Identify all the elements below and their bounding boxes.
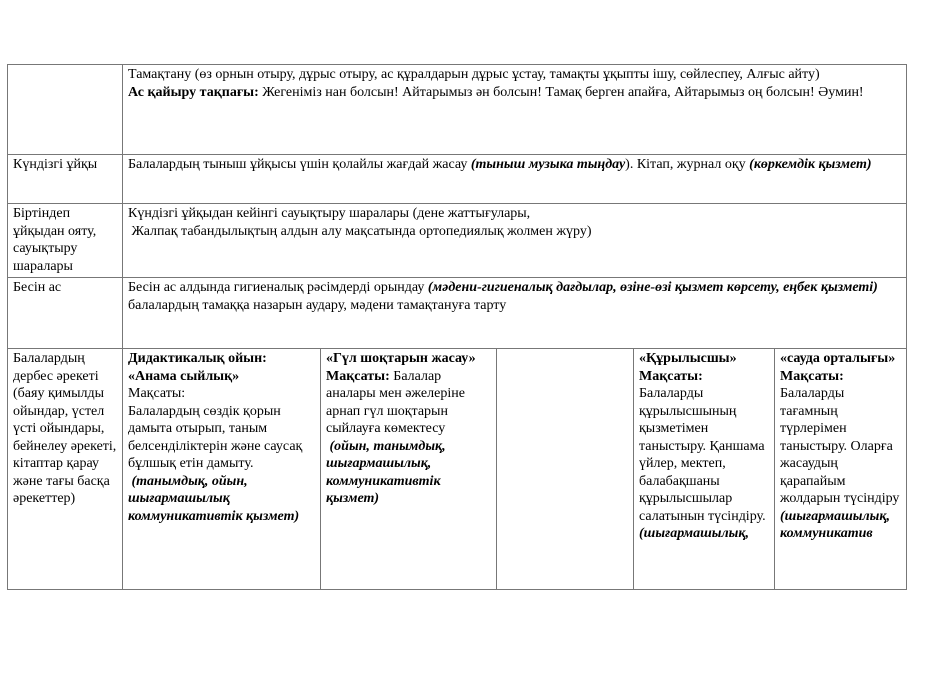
nap-row-content (123, 155, 907, 204)
meal-row (8, 65, 907, 155)
snack-row (8, 278, 907, 349)
activity-cell-3 (497, 349, 634, 590)
nap-text-book: ). Кітап, журнал оқу (625, 157, 750, 172)
nap-text: Балалардың тыныш ұйқысы үшін қолайлы жағдай жасау (128, 157, 471, 172)
activity-2-goal-label: Мақсаты: (326, 368, 390, 384)
meal-instructions: Тамақтану (өз орнын отыру, дұрыс отыру, ас құралдарын дұрыс ұстау, тамақты ұқыпты ішу, сөйлеспеу, Алғыс айту) (128, 67, 820, 82)
activity-1-type: (танымдық, ойын, шығармашылық коммуникативтік қызмет) (128, 473, 300, 524)
snack-activity: (мәдени-гигиеналық дағдылар, өзіне-өзі қызмет көрсету, еңбек қызметі) (427, 280, 878, 295)
activity-1-title: Дидактикалық ойын: «Анама сыйлық» (128, 351, 267, 384)
activity-2-goal-text: Балалар аналары мен әжелеріне арнап гүл шоқтарын сыйлауға көмектесу (326, 368, 465, 436)
meal-row-label (8, 65, 123, 155)
independent-row-label: Балалардың дербес әрекеті (баяу қимылды ойындар, үстел үсті ойындары, бейнелеу әрекеті, кітаптар қарау және тағы басқа әрекеттер) (8, 349, 123, 590)
wakeup-row-content (123, 204, 907, 278)
activity-cell-4 (634, 349, 775, 590)
snack-line-2: балалардың тамаққа назарын аудару, мәдени тамақтануға тарту (128, 297, 507, 313)
activity-1-goal-text: Балалардың сөздік қорын дамыта отырып, таным белсенділіктерін және саусақ бұлшық етін дамыту. (128, 403, 303, 471)
activity-cell-2 (321, 349, 497, 590)
wakeup-row-label: Біртіндеп ұйқыдан ояту, сауықтыру шаралары (8, 204, 123, 278)
activity-4-title: «Құрылысшы» (639, 351, 737, 366)
nap-row (8, 155, 907, 204)
activity-cell-5 (775, 349, 907, 590)
nap-activity-music: (тыныш музыка тыңдау (470, 157, 626, 172)
activity-5-goal-text: Балаларды тағамның түрлерімен таныстыру. Оларға жасаудың қарапайым жолдарын түсіндіру (780, 386, 900, 506)
meal-verse-title: Ас қайыру тақпағы: (128, 84, 259, 100)
snack-row-content (123, 278, 907, 349)
meal-row-content (123, 65, 907, 155)
activity-5-goal-label: Мақсаты: (780, 368, 844, 384)
activity-4-goal-text: Балаларды құрылысшының қызметімен таныстыру. Қаншама үйлер, мектеп, балабақшаны құрылысшылар салатынын түсіндіру. (639, 386, 766, 524)
wakeup-line-1: Күндізгі ұйқыдан кейінгі сауықтыру шаралары (дене жаттығулары, (128, 206, 531, 221)
independent-row (8, 349, 907, 590)
activity-5-title: «сауда орталығы» (780, 351, 896, 366)
daily-plan-table (7, 64, 907, 590)
activity-2-type: (ойын, танымдық, шығармашылық, коммуникативтік қызмет) (326, 438, 450, 506)
activity-2-title: «Гүл шоқтарын жасау» (326, 351, 476, 366)
meal-verse-text: Жегеніміз нан болсын! Айтарымыз ән болсын! Тамақ берген апайға, Айтарымыз оң болсын! Әумин! (258, 84, 864, 100)
activity-cell-1 (123, 349, 321, 590)
nap-activity-art: (көркемдік қызмет) (749, 157, 872, 172)
wakeup-line-2: Жалпақ табандылықтың алдын алу мақсатында ортопедиялық жолмен жүру) (128, 223, 592, 239)
activity-4-type: (шығармашылық, (639, 526, 749, 541)
wakeup-row (8, 204, 907, 278)
snack-text: Бесін ас алдында гигиеналық рәсімдерді орындау (128, 280, 428, 295)
snack-row-label: Бесін ас (8, 278, 123, 349)
activity-1-goal-label: Мақсаты: (128, 386, 186, 401)
activity-4-goal-label: Мақсаты: (639, 368, 703, 384)
nap-row-label: Күндізгі ұйқы (8, 155, 123, 204)
activity-5-type: (шығармашылық, коммуникатив (780, 508, 890, 541)
